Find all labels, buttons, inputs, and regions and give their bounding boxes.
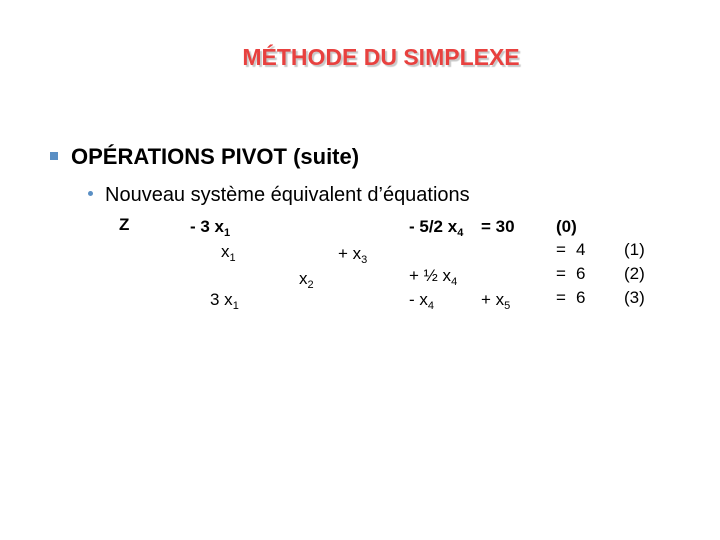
heading-bullet [50,144,359,170]
row0-label: (0) [556,217,577,236]
row0-x1-term: - 3 $x_1$ [190,217,231,239]
round-bullet-icon [88,191,93,196]
row1-x1-term: $x_1$ [221,242,236,264]
row2-x2-term: $x_2$ [299,269,314,291]
row2-label: (2) [624,264,645,283]
row1-x3-term: + $x_3$ [338,244,368,266]
row3-eq: = [556,288,566,307]
row2-eq: = [556,264,566,283]
row2-rhs: 6 [576,264,586,283]
row2-x4-term: + ½ $x_4$ [409,266,458,288]
slide-title: MÉTHODE DU SIMPLEXE [242,44,520,70]
row1-label: (1) [624,240,645,259]
subheading-bullet [88,184,470,207]
row3-x1-term: 3 $x_1$ [210,290,239,312]
subheading-text: Nouveau système équivalent d’équations [105,184,470,206]
row3-x4-term: - $x_4$ [409,290,435,312]
heading-text: OPÉRATIONS PIVOT (suite) [71,144,360,169]
row0-z: Z [119,215,130,234]
square-bullet-icon [50,152,58,160]
row3-x5-term: + $x_5$ [481,290,511,312]
row3-rhs: 6 [576,288,586,307]
row0-rhs: = 30 [481,217,515,236]
row0-x4-term: - 5/2 $x_4$ [409,217,464,239]
row1-rhs: 4 [576,240,586,259]
row3-label: (3) [624,288,645,307]
row1-eq: = [556,240,566,259]
